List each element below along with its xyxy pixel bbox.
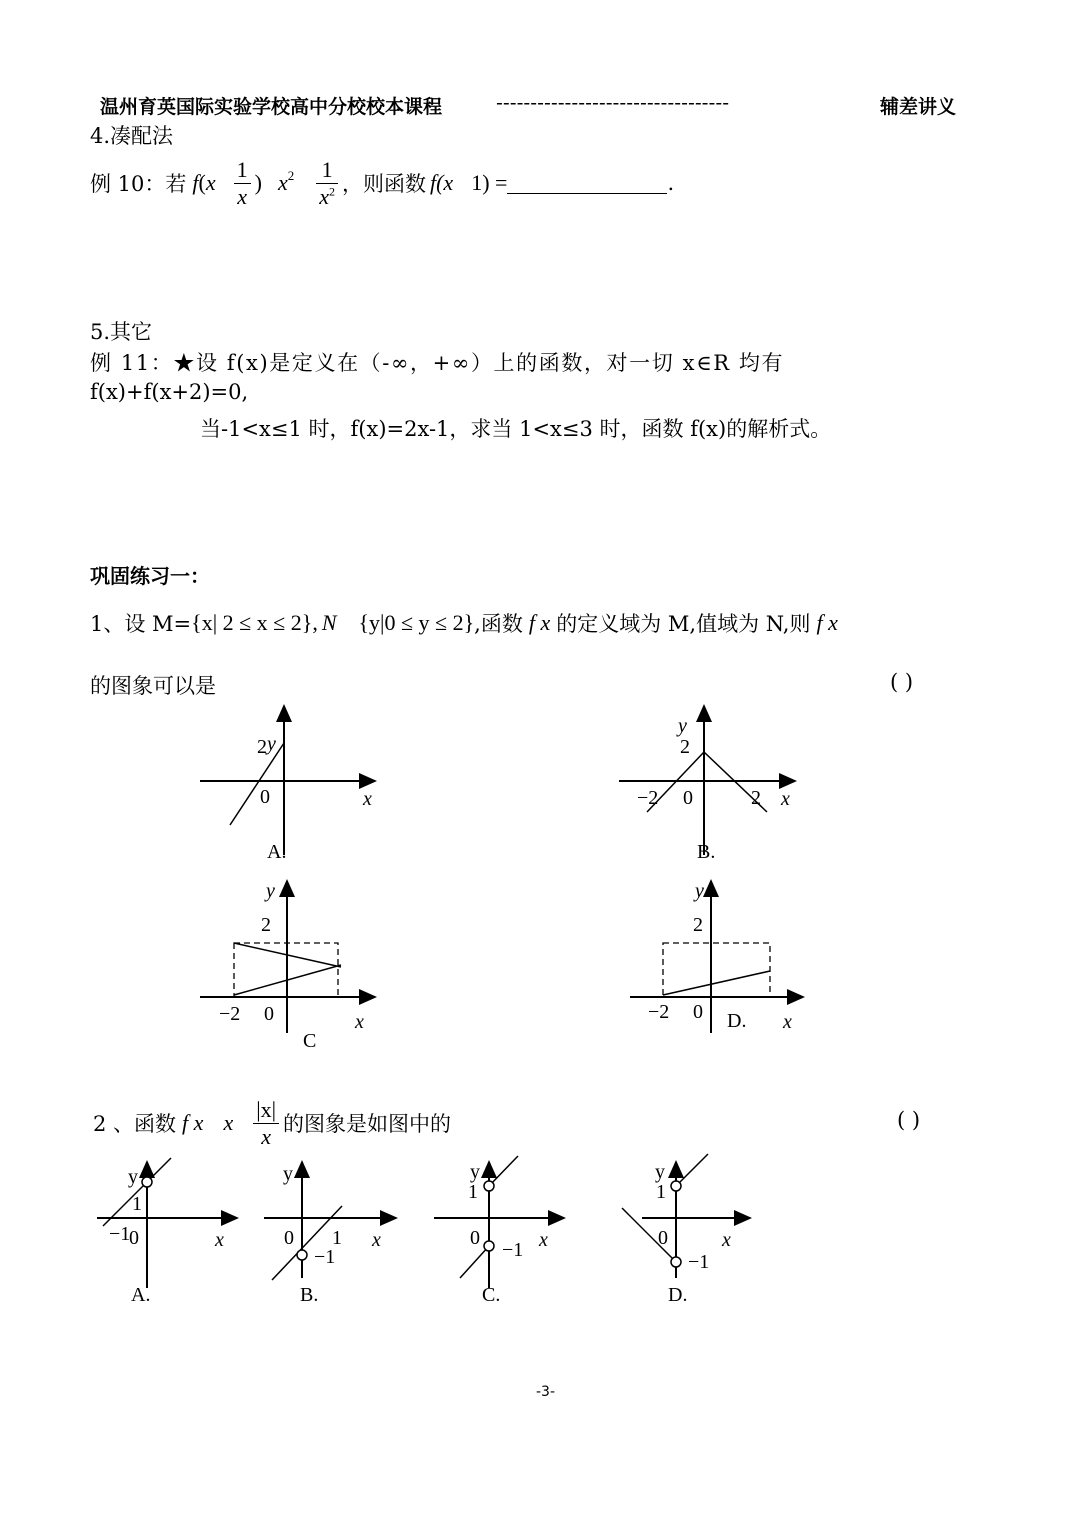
open-point-lower [484,1241,494,1251]
label-x: x [215,1229,224,1251]
label-y: y [128,1166,138,1188]
q2-graph-c [432,1158,582,1308]
example10-paren-close: ) [254,170,262,195]
q1-graph-c [195,875,385,1055]
label-x: x [722,1229,731,1251]
q1-graph-a [195,700,385,870]
graph-line [663,971,770,995]
q2-graph-b [262,1158,412,1308]
q1-prefix: 1、设 M= [90,612,192,636]
label-two: 2 [680,736,690,758]
label-x: x [355,1011,364,1033]
label-one: 1 [656,1181,666,1203]
q2-graph-a [95,1158,245,1308]
example11-line2: f(x)+f(x+2)=0, [90,380,249,404]
label-y: y [266,880,275,902]
example10-frac2 [316,157,338,210]
example11-line3: 当-1<x≤1 时，f(x)=2x-1，求当 1<x≤3 时，函数 f(x)的解析式。 [200,417,832,441]
example10-f2: f [429,170,437,195]
header-title: 温州育英国际实验学校高中分校校本课程 [100,96,443,118]
example10-paren: ( [198,170,206,195]
graph-line-upper [489,1156,518,1186]
label-x: x [781,788,790,810]
label-one: 1 [132,1193,142,1215]
example10-blank[interactable] [507,173,667,194]
label-zero: 0 [470,1227,480,1249]
label-x: x [539,1229,548,1251]
label-B: B. [300,1284,319,1306]
label-C: C. [482,1284,501,1306]
q1-answer-bracket[interactable]: ( ) [890,670,914,694]
q1-fx2: f x [816,610,838,635]
graph-line-lower [460,1246,489,1278]
label-neg1: −1 [109,1223,131,1245]
frac2-den: $x^2$ [319,183,335,209]
label-one: 1 [468,1181,478,1203]
label-zero: 0 [264,1003,274,1025]
label-y: y [678,715,687,737]
label-zero: 0 [284,1227,294,1249]
example10-sup: 2 [287,168,295,183]
frac1-den: x [237,183,247,209]
frac2-num: 1 [316,157,338,184]
example10-x2: x [277,170,288,195]
example11-line1: 例 11：★设 f(x)是定义在（-∞，+∞）上的函数，对一切 x∈R 均有 [90,351,785,375]
label-y: y [695,880,704,902]
label-y: y [283,1163,293,1185]
example10-x: x [205,170,216,195]
label-zero: 0 [260,786,270,808]
label-one: 1 [332,1227,342,1249]
open-point-upper [484,1181,494,1191]
q2-graph-d [616,1158,766,1308]
header-dashes: ---------------------------------- [496,92,730,114]
open-point [297,1250,307,1260]
label-neg1: −1 [688,1251,710,1273]
example10-label: 例 10：若 [90,172,187,196]
practice-title: 巩固练习一： [90,564,210,588]
q1-after: 的定义域为 M,值域为 N,则 [556,612,811,636]
open-point [142,1177,152,1187]
q1-graph-d [625,875,815,1045]
label-neg2: −2 [219,1003,241,1025]
q1-fx: f x [528,610,551,635]
q2-fx: f x [182,1110,204,1135]
frac1-num: 1 [234,157,251,184]
example10-arg-end: 1) = [471,170,508,195]
label-B: B. [697,841,716,863]
label-zero: 0 [683,787,693,809]
q2-x: x [223,1110,234,1135]
example10-end: . [667,171,675,195]
q1-mid: ,函数 [474,612,523,636]
label-D: D. [727,1010,747,1032]
q1-setN: {y|0 ≤ y ≤ 2} [358,610,475,635]
section4-heading: 4.凑配法 [90,124,174,148]
q2-answer-bracket[interactable]: ( ) [897,1108,921,1132]
q2-frac-num: |x| [253,1097,279,1124]
label-D: D. [668,1284,688,1306]
header-right: 辅差讲义 [880,96,957,118]
label-two: 2 [257,736,267,758]
label-zero: 0 [658,1227,668,1249]
label-neg1: −1 [314,1246,336,1268]
example10-arg: (x [436,170,454,195]
q2-line [93,1090,451,1156]
label-neg2: −2 [648,1001,670,1023]
section5-heading: 5.其它 [90,320,153,344]
q2-frac-den: x [261,1123,271,1149]
q1-N: N [321,610,337,635]
label-y: y [655,1161,665,1183]
example10-f: f [192,170,199,195]
label-A: A. [131,1284,151,1306]
label-zero: 0 [693,1001,703,1023]
example10-mid: ，则函数 [341,172,426,196]
label-y: y [470,1161,480,1183]
label-two: 2 [261,914,271,936]
open-point-upper [671,1181,681,1191]
label-y: y [267,733,276,755]
label-zero: 0 [129,1227,139,1249]
example10 [90,152,674,214]
q2-frac [253,1097,279,1150]
example10-frac1 [234,157,251,210]
open-point-lower [671,1257,681,1267]
q1-setM: {x| 2 ≤ x ≤ 2}, [191,610,318,635]
label-neg1: −1 [502,1239,524,1261]
label-A: A. [267,841,287,863]
page-number: -3- [536,1384,556,1400]
q2-prefix: 2 、函数 [93,1112,177,1136]
label-C: C [303,1030,317,1052]
q1-line2: 的图象可以是 [90,674,216,698]
label-neg2: −2 [637,787,659,809]
q1-graph-b [615,700,810,870]
label-pos2: 2 [751,787,761,809]
graph-line-upper [676,1154,708,1186]
label-x: x [783,1011,792,1033]
dashed-box [663,943,770,997]
q1-line1 [90,608,838,638]
label-x: x [363,788,372,810]
q2-after: 的图象是如图中的 [283,1112,452,1136]
label-two: 2 [693,914,703,936]
label-x: x [372,1229,381,1251]
